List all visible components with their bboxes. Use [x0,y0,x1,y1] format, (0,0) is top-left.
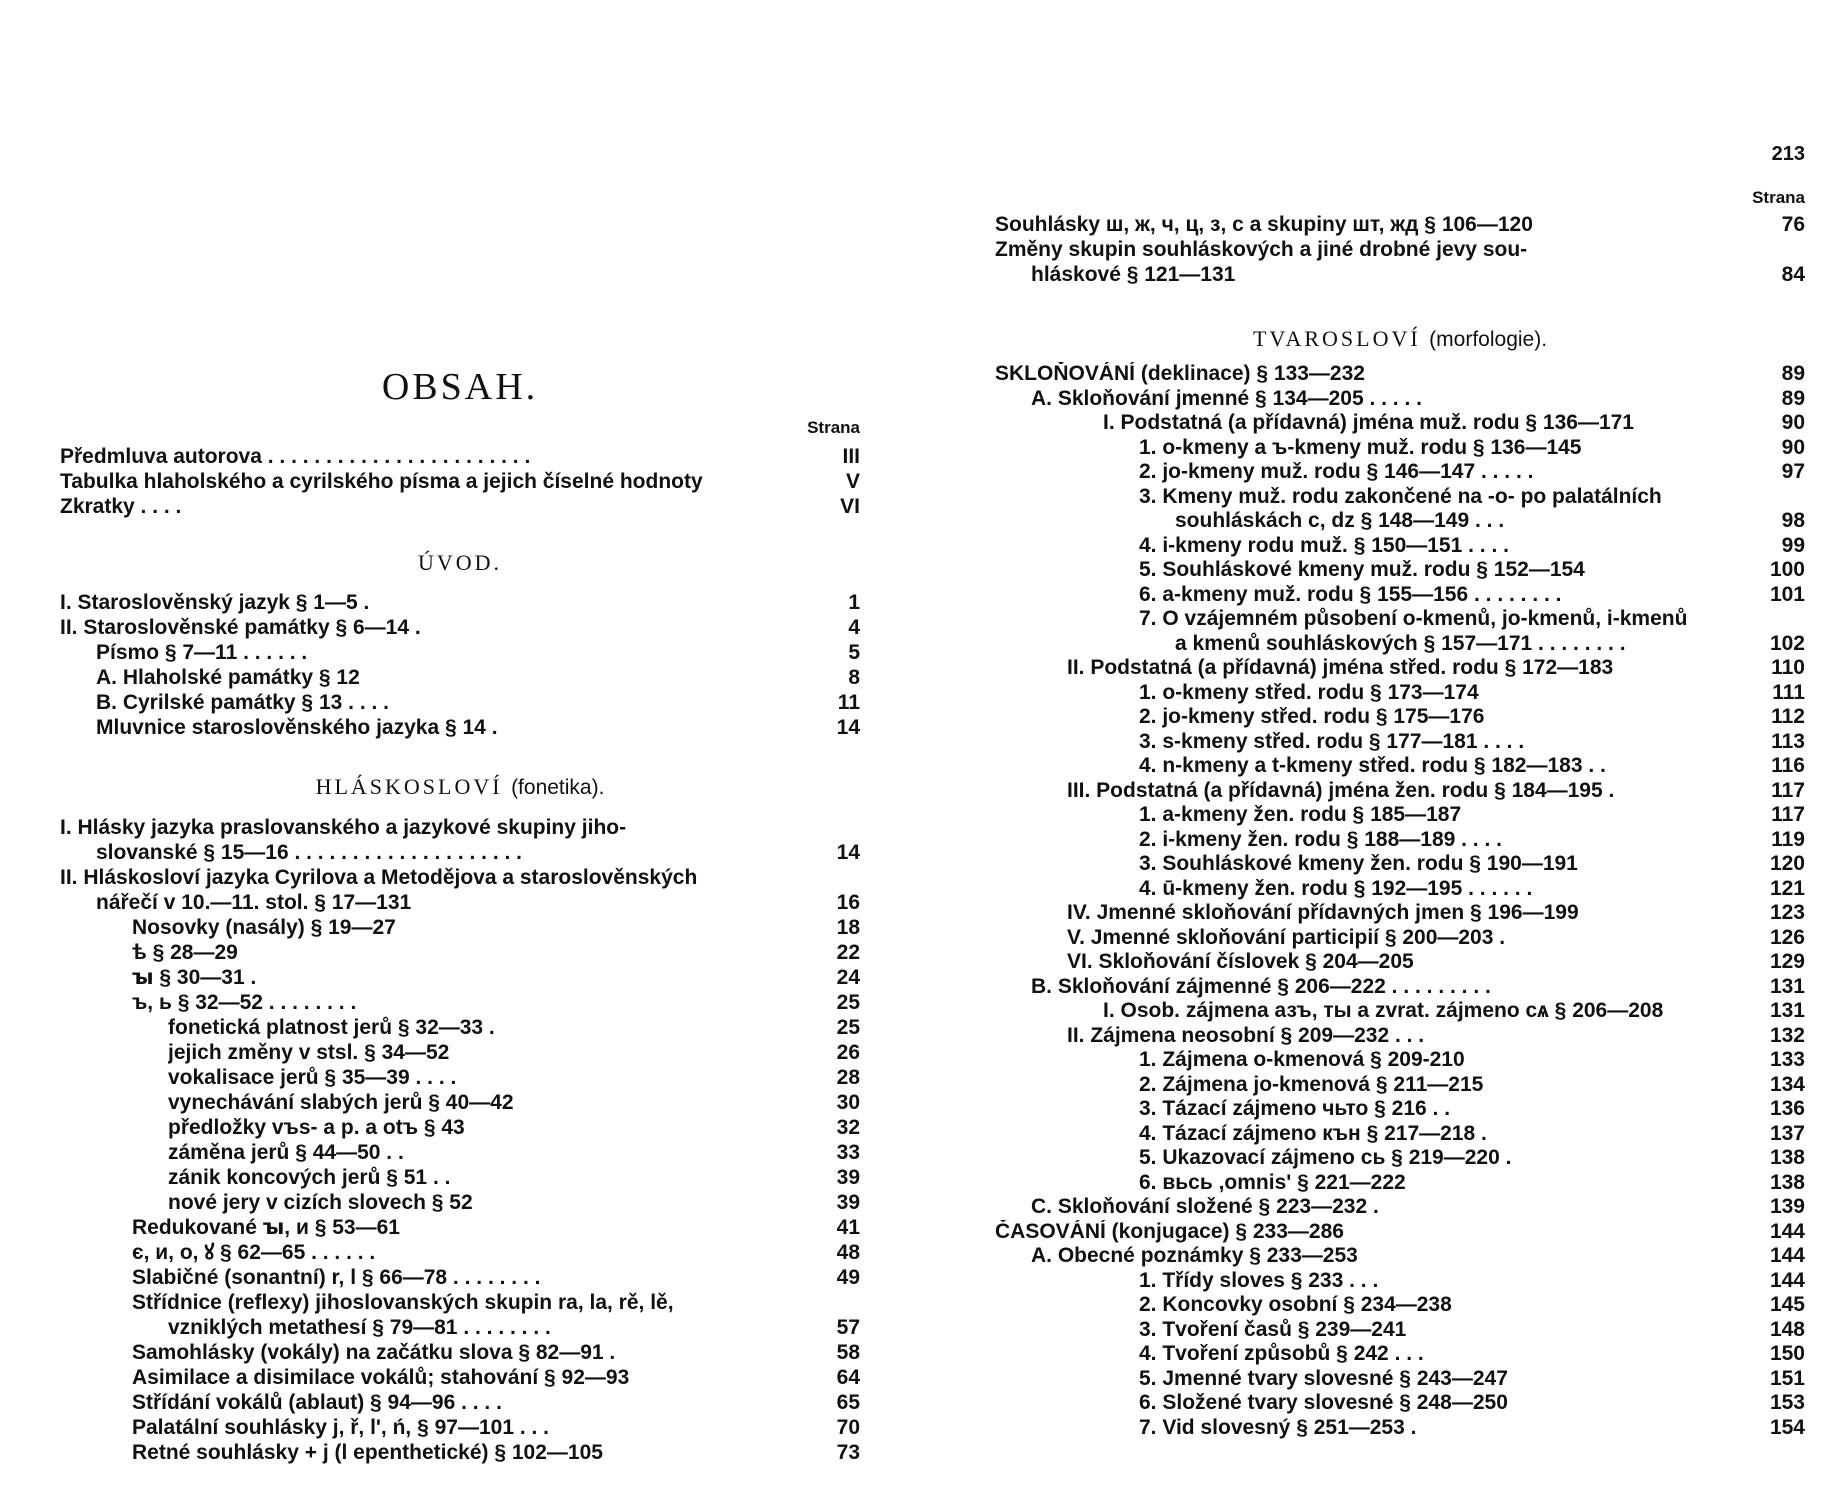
toc-entry-title: Samohlásky (vokály) na začátku slova § 82—91 . [132,1341,616,1364]
toc-entry [995,237,1805,262]
toc-entry-title: III. Podstatná (a přídavná) jména žen. rodu § 184—195 . [1067,778,1615,802]
toc-entry-page: 84 [1781,263,1805,286]
toc-entry-title: souhláskách c, dz § 148—149 . . . [1175,509,1505,532]
toc-entry [60,1265,860,1290]
hlaskoslovi-list [60,815,860,1465]
toc-entry [60,840,860,865]
toc-entry-title: jejich změny v stsl. § 34—52 [168,1041,450,1064]
page-title: OBSAH. [381,366,539,408]
toc-entry [995,1269,1805,1294]
toc-entry-page: 76 [1781,213,1805,236]
toc-entry-title: B. Skloňování zájmenné § 206—222 . . . . . . . . . [1031,974,1491,998]
toc-entry [60,890,860,915]
toc-entry-title: 2. Zájmena jo-kmenová § 211—215 [1139,1072,1484,1096]
toc-entry [60,640,860,665]
toc-entry [995,387,1805,412]
toc-entry-page: 8 [848,666,860,689]
toc-entry [60,1315,860,1340]
toc-entry [995,1342,1805,1367]
toc-entry [60,590,860,615]
toc-entry-title: Předmluva autorova . . . . . . . . . . . . . . . . . . . . . . . [60,445,531,468]
hlaskoslovi-heading [60,774,860,800]
toc-entry-page: 32 [836,1116,860,1139]
toc-entry [60,965,860,990]
toc-entry-title: a kmenů souhláskových § 157—171 . . . . . . . . [1175,631,1626,655]
toc-entry [995,262,1805,287]
toc-entry-title: hláskové § 121—131 [1031,263,1236,286]
toc-entry-title: Změny skupin souhláskových a jiné drobné jevy sou- [995,238,1528,261]
toc-entry-title: C. Skloňování složené § 223—232 . [1031,1195,1379,1218]
toc-entry-title: Tabulka hlaholského a cyrilského písma a jejich číselné hodnoty [60,470,703,493]
toc-entry-page: 58 [836,1341,860,1364]
toc-entry-page: 145 [1769,1293,1805,1316]
toc-entry-title: ѣ § 28—29 [132,941,238,964]
toc-entry-page: 33 [836,1141,860,1164]
toc-entry-page: 14 [836,716,860,739]
toc-entry [995,1220,1805,1245]
toc-entry [60,1165,860,1190]
toc-entry-page: 1 [848,591,860,614]
toc-entry-title: 6. Složené tvary slovesné § 248—250 [1139,1391,1508,1414]
toc-entry-title: 7. O vzájemném působení o-kmenů, jo-kmenů, i-kmenů [1139,607,1688,630]
toc-entry-title: 3. Kmeny muž. rodu zakončené na -o- po palatálních [1139,484,1662,508]
toc-entry-title: 6. a-kmeny muž. rodu § 155—156 . . . . . . . . [1139,582,1562,606]
toc-entry-page: 144 [1769,1244,1805,1267]
toc-entry [995,975,1805,1000]
hlaskoslovi-subtitle: (fonetika). [511,776,605,799]
toc-entry-page: 25 [836,1016,860,1039]
toc-entry-title: Asimilace a disimilace vokálů; stahování § 92—93 [132,1366,630,1389]
toc-entry [995,901,1805,926]
toc-entry [60,1140,860,1165]
toc-entry-title: 4. i-kmeny rodu muž. § 150—151 . . . . [1139,533,1509,557]
toc-entry-title: 5. Jmenné tvary slovesné § 243—247 [1139,1366,1508,1390]
toc-entry-title: vokalisace jerů § 35—39 . . . . [168,1066,457,1089]
toc-entry-title: Palatální souhlásky j, ř, l', ń, § 97—101 . . . [132,1416,550,1439]
toc-entry [60,1240,860,1265]
toc-entry [60,865,860,890]
toc-entry-page: 18 [836,916,860,939]
toc-entry [60,1065,860,1090]
toc-entry-page: 112 [1771,705,1805,728]
toc-entry [995,803,1805,828]
toc-entry-title: 3. Souhláskové kmeny žen. rodu § 190—191 [1139,852,1578,875]
toc-entry [60,1290,860,1315]
toc-entry-title: Zkratky . . . . [60,495,182,518]
toc-entry [995,779,1805,804]
toc-entry-page: 120 [1769,852,1805,875]
toc-entry [995,1171,1805,1196]
toc-entry-title: 3. Tvoření časů § 239—241 [1139,1317,1407,1341]
toc-entry [60,1440,860,1465]
toc-entry-page: 5 [848,641,860,664]
toc-entry [995,754,1805,779]
toc-entry-title: Retné souhlásky + j (l epenthetické) § 102—105 [132,1441,603,1464]
toc-entry [995,1097,1805,1122]
toc-entry [995,828,1805,853]
toc-entry-page: 49 [836,1266,860,1289]
toc-entry [995,485,1805,510]
toc-entry [995,583,1805,608]
toc-entry [995,534,1805,559]
toc-entry-title: 4. Tázací zájmeno кън § 217—218 . [1139,1121,1487,1145]
toc-entry-page: 129 [1769,950,1805,973]
toc-entry [60,665,860,690]
toc-entry-title: vynechávání slabých jerů § 40—42 [168,1091,514,1114]
toc-entry [60,444,860,469]
toc-entry-title: Nosovky (nasály) § 19—27 [132,916,396,939]
toc-entry-page: VI [840,495,860,518]
toc-entry [60,494,860,519]
toc-entry-page: 41 [836,1216,860,1239]
toc-entry-page: 111 [1772,680,1805,704]
toc-entry-title: záměna jerů § 44—50 . . [168,1141,404,1164]
toc-entry [60,715,860,740]
continued-list [995,212,1805,287]
toc-entry [995,730,1805,755]
toc-entry-title: slovanské § 15—16 . . . . . . . . . . . . . . . . . . . . [96,841,523,864]
toc-entry [60,1190,860,1215]
toc-entry-page: 24 [836,966,860,989]
toc-entry-title: 1. o-kmeny střed. rodu § 173—174 [1139,680,1479,704]
toc-entry-page: 65 [836,1391,860,1414]
toc-entry-title: ČASOVÁNÍ (konjugace) § 233—286 [995,1219,1344,1243]
toc-entry-page: 89 [1781,362,1805,385]
toc-entry-title: Střídnice (reflexy) jihoslovanských skupin ra, la, rě, lě, [132,1291,674,1314]
toc-entry-page: 126 [1769,925,1805,949]
toc-entry-title: vzniklých metathesí § 79—81 . . . . . . . . [168,1316,551,1339]
toc-entry-title: II. Zájmena neosobní § 209—232 . . . [1067,1023,1425,1047]
toc-entry [995,632,1805,657]
toc-entry-page: 101 [1769,582,1805,606]
toc-entry-title: II. Hláskosloví jazyka Cyrilova a Metodějova a staroslověnských [60,866,698,889]
toc-entry [60,1390,860,1415]
toc-entry [995,1073,1805,1098]
toc-entry [995,509,1805,534]
toc-entry-page: 137 [1769,1121,1805,1145]
toc-entry-page: 123 [1769,901,1805,924]
front-matter-list [60,444,860,519]
toc-entry [995,705,1805,730]
toc-entry-page: III [842,445,860,468]
tvaroslovi-heading [995,326,1805,352]
tvaroslovi-title: TVAROSLOVÍ [1252,326,1421,351]
toc-entry-title: I. Staroslověnský jazyk § 1—5 . [60,591,370,614]
toc-entry-page: 25 [836,991,860,1014]
toc-entry [60,990,860,1015]
toc-entry-page: 73 [836,1441,860,1464]
toc-entry-title: 1. Zájmena o-kmenová § 209-210 [1139,1048,1465,1071]
toc-entry-title: VI. Skloňování číslovek § 204—205 [1067,950,1414,973]
toc-entry-page: 113 [1771,729,1805,753]
toc-entry-title: B. Cyrilské památky § 13 . . . . [96,691,389,714]
toc-entry-page: 14 [836,841,860,864]
right-page [995,0,1805,1500]
toc-entry-title: předložky vъs- a p. a otъ § 43 [168,1116,465,1139]
toc-entry [60,1365,860,1390]
toc-entry-title: nové jery v cizích slovech § 52 [168,1191,473,1214]
strana-label-right: Strana [1752,188,1805,207]
toc-entry-page: 30 [836,1091,860,1114]
toc-entry-page: 138 [1769,1170,1805,1194]
toc-entry [60,1090,860,1115]
toc-entry-title: I. Hlásky jazyka praslovanského a jazykové skupiny jiho- [60,816,627,839]
toc-entry-page: 150 [1769,1342,1805,1365]
toc-entry-title: 1. o-kmeny a ъ-kmeny muž. rodu § 136—145 [1139,435,1582,459]
toc-entry-title: 1. Třídy sloves § 233 . . . [1139,1268,1379,1292]
toc-entry [995,877,1805,902]
toc-entry-page: 136 [1769,1097,1805,1120]
toc-entry-title: A. Skloňování jmenné § 134—205 . . . . . [1031,386,1422,410]
toc-entry-page: 100 [1769,558,1805,581]
toc-entry-title: IV. Jmenné skloňování přídavných jmen § 196—199 [1067,901,1579,924]
toc-entry-page: 148 [1769,1317,1805,1341]
toc-entry [995,411,1805,436]
toc-entry-title: 1. a-kmeny žen. rodu § 185—187 [1139,803,1462,826]
toc-entry-title: 4. Tvoření způsobů § 242 . . . [1139,1342,1424,1365]
toc-entry-title: I. Osob. zájmena азъ, ты a zvrat. zájmeno сѧ § 206—208 [1103,999,1664,1022]
toc-entry-page: 131 [1769,999,1805,1022]
toc-entry-title: 2. i-kmeny žen. rodu § 188—189 . . . . [1139,827,1502,851]
strana-label: Strana [807,418,860,437]
toc-entry-page: 57 [836,1316,860,1339]
toc-entry-page: 110 [1771,656,1805,679]
toc-entry-page: 70 [836,1416,860,1439]
toc-entry-page: 144 [1769,1219,1805,1243]
toc-entry-page: 64 [836,1366,860,1389]
toc-entry-title: zánik koncových jerů § 51 . . [168,1166,451,1189]
toc-entry [995,926,1805,951]
toc-entry-title: Redukované ꙑ, и § 53—61 [132,1216,400,1239]
toc-entry [995,1048,1805,1073]
tvaroslovi-subtitle: (morfologie). [1429,328,1548,351]
toc-entry [60,1015,860,1040]
toc-entry [60,940,860,965]
toc-entry-title: I. Podstatná (a přídavná) jména muž. rodu § 136—171 [1103,411,1634,434]
toc-entry-page: V [845,470,860,493]
toc-entry-title: 2. Koncovky osobní § 234—238 [1139,1293,1452,1316]
toc-entry [995,852,1805,877]
toc-entry-page: 134 [1769,1072,1805,1096]
tvaroslovi-list [995,362,1805,1440]
toc-entry-page: 102 [1769,631,1805,655]
toc-entry-title: 2. jo-kmeny muž. rodu § 146—147 . . . . . [1139,460,1534,483]
toc-entry [60,1215,860,1240]
toc-entry [995,1024,1805,1049]
toc-entry [995,950,1805,975]
toc-entry-page: 89 [1781,386,1805,410]
toc-entry [60,1415,860,1440]
toc-entry-page: 97 [1781,460,1805,483]
toc-entry [60,1115,860,1140]
toc-entry [995,460,1805,485]
toc-entry-title: 4. ū-kmeny žen. rodu § 192—195 . . . . . . [1139,876,1533,900]
toc-entry-title: 2. jo-kmeny střed. rodu § 175—176 [1139,705,1485,728]
toc-entry [995,362,1805,387]
toc-entry [995,1244,1805,1269]
toc-entry-title: 3. Tázací zájmeno чьто § 216 . . [1139,1097,1451,1120]
toc-entry-title: 3. s-kmeny střed. rodu § 177—181 . . . . [1139,729,1525,753]
toc-entry-page: 4 [848,616,860,639]
toc-entry-title: Slabičné (sonantní) r, l § 66—78 . . . . . . . . [132,1266,541,1289]
toc-entry-title: Souhlásky ш, ж, ч, ц, з, с a skupiny шт, жд § 106—120 [995,213,1533,236]
toc-entry-page: 144 [1769,1268,1805,1292]
toc-entry-page: 119 [1771,827,1805,851]
toc-entry [60,1340,860,1365]
toc-entry-page: 39 [836,1166,860,1189]
toc-entry-title: V. Jmenné skloňování participií § 200—203 . [1067,925,1506,949]
toc-entry [995,1391,1805,1416]
toc-entry [995,656,1805,681]
toc-entry-title: 4. n-kmeny a t-kmeny střed. rodu § 182—183 . . [1139,754,1606,777]
toc-entry-page: 22 [836,941,860,964]
toc-entry-title: nářečí v 10.—11. stol. § 17—131 [96,891,412,914]
toc-entry-page: 11 [837,691,860,714]
toc-entry [995,436,1805,461]
toc-entry-title: II. Podstatná (a přídavná) jména střed. rodu § 172—183 [1067,656,1614,679]
toc-entry-title: 6. вьсь ,omnis' § 221—222 [1139,1170,1406,1194]
toc-entry [995,681,1805,706]
toc-entry-title: Střídání vokálů (ablaut) § 94—96 . . . . [132,1391,502,1414]
toc-entry [995,999,1805,1024]
toc-entry-title: SKLOŇOVÁNÍ (deklinace) § 133—232 [995,362,1365,385]
page-number: 213 [1771,143,1805,165]
toc-entry [60,915,860,940]
toc-entry-page: 117 [1771,803,1805,826]
toc-entry-title: 7. Vid slovesný § 251—253 . [1139,1415,1417,1439]
toc-entry [995,1146,1805,1171]
toc-entry [995,1318,1805,1343]
toc-entry-title: Mluvnice staroslověnského jazyka § 14 . [96,716,498,739]
toc-entry-page: 133 [1769,1048,1805,1071]
toc-entry-title: II. Staroslověnské památky § 6—14 . [60,616,421,639]
toc-entry [60,1040,860,1065]
toc-entry-title: ъ, ь § 32—52 . . . . . . . . [132,991,357,1014]
toc-entry-page: 151 [1769,1366,1805,1390]
toc-entry-title: ꙑ § 30—31 . [132,966,257,989]
toc-entry [995,558,1805,583]
toc-entry [60,469,860,494]
toc-entry [995,1122,1805,1147]
toc-entry-page: 154 [1769,1415,1805,1439]
toc-entry [995,607,1805,632]
uvod-list [60,590,860,740]
toc-entry-title: fonetická platnost jerů § 32—33 . [168,1016,495,1039]
toc-entry-page: 48 [836,1241,860,1264]
toc-entry [995,1416,1805,1441]
toc-entry-page: 99 [1781,533,1805,557]
toc-entry-page: 39 [836,1191,860,1214]
toc-entry-page: 90 [1781,435,1805,459]
toc-entry-page: 16 [836,891,860,914]
toc-entry-page: 132 [1769,1023,1805,1047]
toc-entry [995,1195,1805,1220]
toc-entry-page: 116 [1771,754,1805,777]
toc-entry [60,690,860,715]
toc-entry-page: 139 [1769,1195,1805,1218]
toc-entry [995,1367,1805,1392]
toc-entry-title: 5. Ukazovací zájmeno сь § 219—220 . [1139,1146,1512,1169]
toc-entry-page: 26 [836,1041,860,1064]
toc-entry-page: 131 [1769,974,1805,998]
toc-entry-title: A. Obecné poznámky § 233—253 [1031,1244,1358,1267]
toc-entry [995,1293,1805,1318]
uvod-title: ÚVOD. [417,550,503,575]
toc-entry [60,615,860,640]
toc-entry-page: 28 [836,1066,860,1089]
toc-entry-page: 117 [1771,778,1805,802]
toc-entry-page: 138 [1769,1146,1805,1169]
toc-entry-title: A. Hlaholské památky § 12 [96,666,360,689]
toc-entry [995,212,1805,237]
left-page [60,0,860,1500]
toc-entry-title: Písmo § 7—11 . . . . . . [96,641,308,664]
toc-entry-page: 98 [1781,509,1805,532]
toc-entry [60,815,860,840]
hlaskoslovi-title: HLÁSKOSLOVÍ [315,774,503,799]
toc-entry-title: є, и, о, ꙋ § 62—65 . . . . . . [132,1241,376,1264]
toc-entry-page: 153 [1769,1391,1805,1414]
toc-entry-page: 121 [1769,876,1805,900]
toc-entry-title: 5. Souhláskové kmeny muž. rodu § 152—154 [1139,558,1585,581]
toc-entry-page: 90 [1781,411,1805,434]
